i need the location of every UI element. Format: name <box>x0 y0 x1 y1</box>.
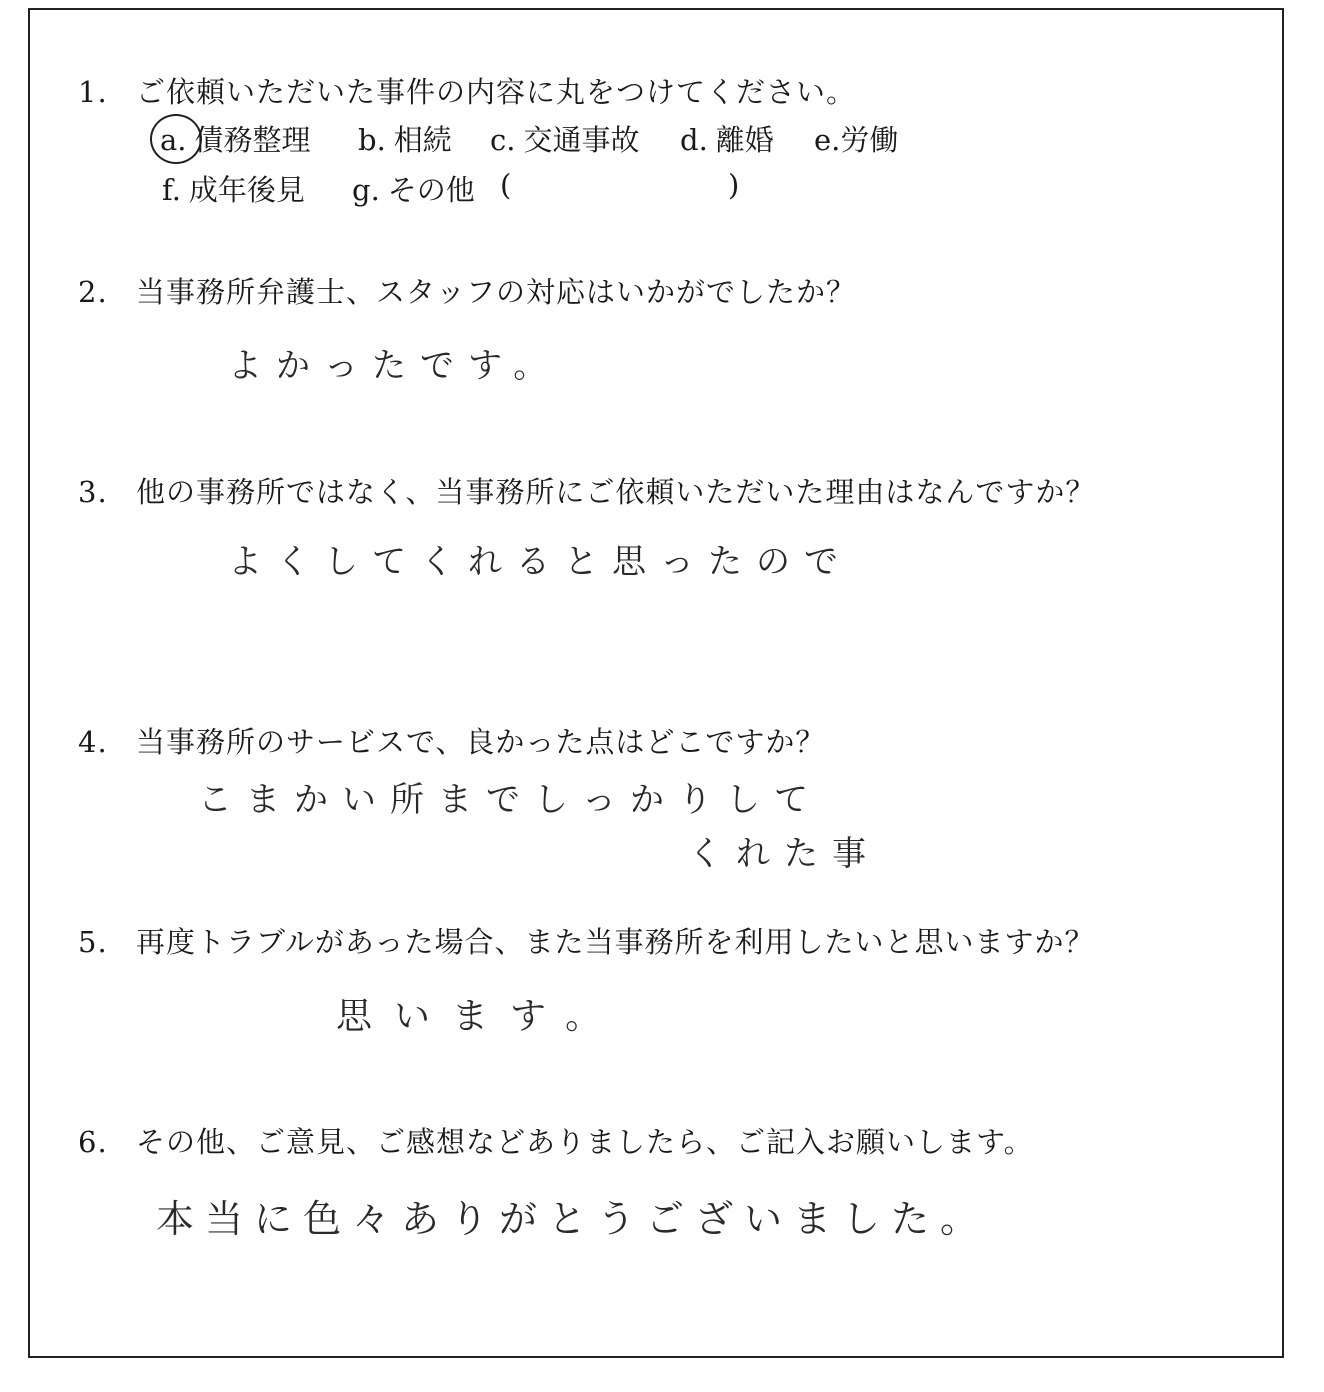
question-text: 当事務所弁護士、スタッフの対応はいかがでしたか？ <box>136 275 857 309</box>
option-key: f. <box>162 173 181 207</box>
other-paren-close: ) <box>728 168 740 202</box>
other-paren-open: ( <box>500 168 512 202</box>
option-d <box>680 118 774 159</box>
question-text: 再度トラブルがあった場合、また当事務所を利用したいと思いますか？ <box>136 925 1095 959</box>
option-key: b. <box>358 123 386 157</box>
option-label: 成年後見 <box>188 173 305 207</box>
answer-4-line-2: くれた事 <box>688 834 880 874</box>
question-2 <box>78 270 856 311</box>
option-key: c. <box>490 123 516 157</box>
option-key: g. <box>352 173 380 207</box>
option-label: 交通事故 <box>523 123 640 157</box>
option-label: 債務整理 <box>194 123 311 157</box>
question-number: 6. <box>78 1125 108 1159</box>
option-label: 離婚 <box>715 123 774 157</box>
option-key: e. <box>814 123 841 157</box>
answer-5: 思います。 <box>336 996 624 1037</box>
option-a <box>160 118 311 159</box>
option-b <box>358 118 452 159</box>
question-5 <box>78 920 1095 961</box>
option-key: a. <box>160 123 187 157</box>
question-1 <box>78 70 856 111</box>
question-number: 1. <box>78 75 108 109</box>
question-text: その他、ご意見、ご感想などありましたら、ご記入お願いします。 <box>136 1125 1034 1159</box>
answer-3: よくしてくれると思ったので <box>228 542 852 582</box>
answer-2: よかったです。 <box>228 346 562 386</box>
option-label: 労働 <box>840 123 899 157</box>
question-number: 4. <box>78 725 108 759</box>
answer-6: 本当に色々ありがとうございました。 <box>156 1197 990 1241</box>
question-text: ご依頼いただいた事件の内容に丸をつけてください。 <box>136 75 857 109</box>
question-6 <box>78 1120 1034 1161</box>
question-3 <box>78 470 1095 511</box>
question-number: 3. <box>78 475 108 509</box>
option-f <box>162 168 305 209</box>
option-g <box>352 168 475 209</box>
question-number: 5. <box>78 925 108 959</box>
option-key: d. <box>680 123 708 157</box>
question-text: 他の事務所ではなく、当事務所にご依頼いただいた理由はなんですか？ <box>136 475 1096 509</box>
option-label: その他 <box>387 173 475 207</box>
answer-4-line-1: こまかい所までしっかりして <box>198 780 822 820</box>
question-text: 当事務所のサービスで、良かった点はどこですか？ <box>136 725 826 759</box>
question-4 <box>78 720 825 761</box>
option-e <box>814 118 898 159</box>
option-c <box>490 118 639 159</box>
question-number: 2. <box>78 275 108 309</box>
option-label: 相続 <box>393 123 452 157</box>
